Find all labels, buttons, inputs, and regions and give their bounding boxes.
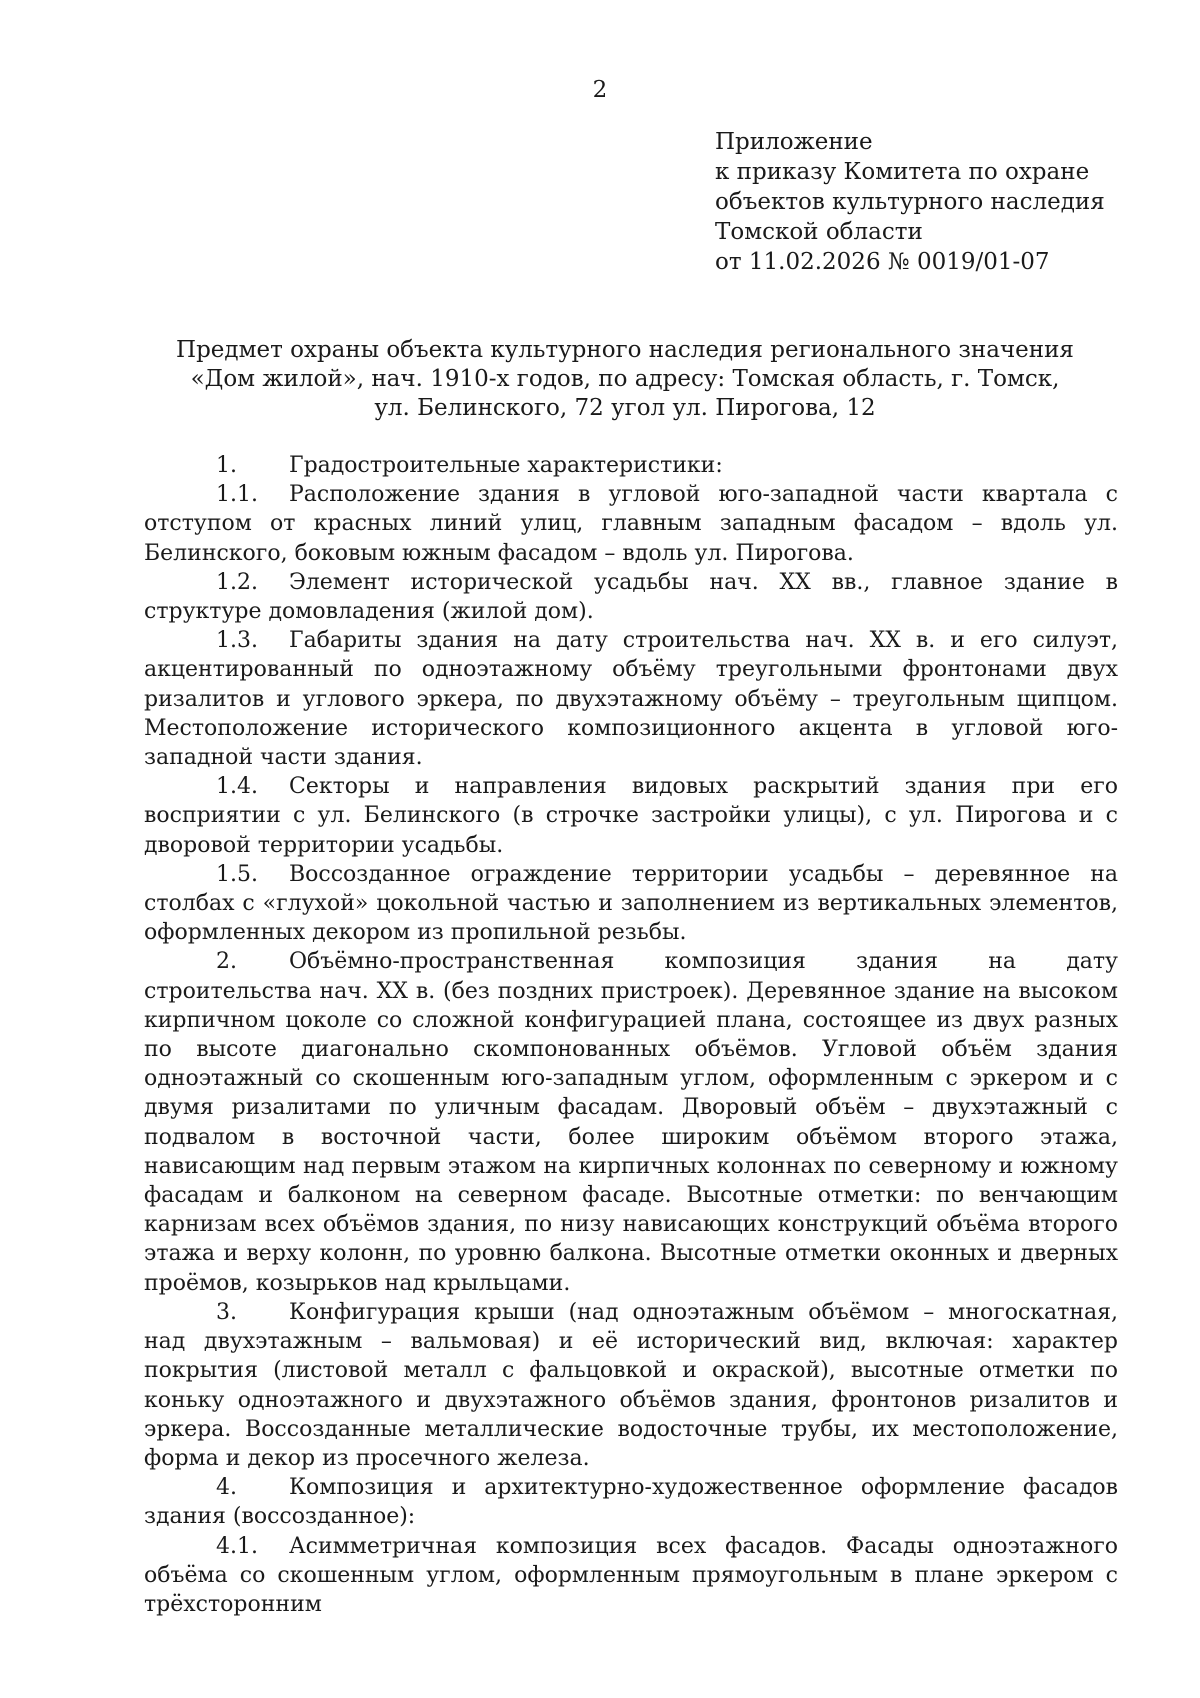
title-line: ул. Белинского, 72 угол ул. Пирогова, 12 xyxy=(374,395,876,421)
item-text: Воссозданное ограждение территории усадьбы – деревянное на столбах с «глухой» цокольной частью и заполнением из вертикальных элементов, оформленных декором из пропильной резьбы. xyxy=(144,861,1118,946)
item-text: Габариты здания на дату строительства нач. XX в. и его силуэт, акцентированный по одноэтажному объёму треугольными фронтонами двух ризалитов и углового эркера, по двухэтажному объёму – треугольным щипцом. Местоположение исторического композиционного акцента в угловой юго-западной части здания. xyxy=(144,628,1118,771)
section-item xyxy=(144,1532,1118,1620)
item-number: 1. xyxy=(216,453,237,478)
section-item xyxy=(144,480,1118,568)
section-item xyxy=(144,772,1118,860)
document-title xyxy=(150,336,1100,423)
item-text: Асимметричная композиция всех фасадов. Фасады одноэтажного объёма со скошенным углом, оформленным прямоугольным в плане эркером с трёхсторонним xyxy=(144,1533,1118,1617)
item-number: 4.1. xyxy=(216,1533,258,1559)
item-text: Объёмно-пространственная композиция здания на дату строительства нач. XX в. (без поздних пристроек). Деревянное здание на высоком кирпичном цоколе со сложной конфигурацией плана, состоящее из двух разных по высоте диагонально скомпонованных объёмов. Угловой объём здания одноэтажный со скошенным юго-западным углом, оформленным с эркером и с двумя ризалитами по уличным фасадам. Дворовый объём – двухэтажный с подвалом в восточной части, более широким объёмом второго этажа, нависающим над первым этажом на кирпичных колоннах по северному и южному фасадам и балконом на северном фасаде. Высотные отметки: по венчающим карнизам всех объёмов здания, по низу нависающих конструкций объёма второго этажа и верху колонн, по уровню балкона. Высотные отметки оконных и дверных проёмов, козырьков над крыльцами. xyxy=(144,949,1118,1296)
page-number: 2 xyxy=(592,77,608,103)
title-line: Предмет охраны объекта культурного наследия регионального значения xyxy=(176,337,1074,363)
appendix-line: Томской области xyxy=(715,219,923,245)
item-number: 2. xyxy=(216,949,237,975)
item-number: 1.3. xyxy=(216,628,258,654)
appendix-line: объектов культурного наследия xyxy=(715,189,1105,215)
section-item xyxy=(144,451,1118,480)
item-text: Расположение здания в угловой юго-западной части квартала с отступом от красных линий улиц, главным западным фасадом – вдоль ул. Белинского, боковым южным фасадом – вдоль ул. Пирогова. xyxy=(144,482,1118,566)
section-item xyxy=(144,860,1118,948)
section-item xyxy=(144,626,1118,772)
title-line: «Дом жилой», нач. 1910-х годов, по адресу: Томская область, г. Томск, xyxy=(190,366,1060,392)
appendix-line: от 11.02.2026 № 0019/01-07 xyxy=(715,249,1050,275)
item-number: 1.1. xyxy=(216,482,258,508)
document-body xyxy=(144,451,1118,1619)
item-number: 3. xyxy=(216,1299,237,1325)
item-text: Градостроительные характеристики: xyxy=(289,453,723,478)
item-text: Композиция и архитектурно-художественное оформление фасадов здания (воссозданное): xyxy=(144,1475,1118,1530)
item-number: 1.2. xyxy=(216,569,258,595)
section-item xyxy=(144,1298,1118,1473)
section-item xyxy=(144,1473,1118,1531)
item-number: 4. xyxy=(216,1475,237,1501)
item-text: Конфигурация крыши (над одноэтажным объёмом – многоскатная, над двухэтажным – вальмовая) и её исторический вид, включая: характер покрытия (листовой металл с фальцовкой и окраской), высотные отметки по коньку одноэтажного и двухэтажного объёмов здания, фронтонов ризалитов и эркера. Воссозданные металлические водосточные трубы, их местоположение, форма и декор из просечного железа. xyxy=(144,1299,1118,1471)
item-text: Секторы и направления видовых раскрытий здания при его восприятии с ул. Белинского (в строчке застройки улицы), с ул. Пирогова и с дворовой территории усадьбы. xyxy=(144,774,1118,858)
appendix-header xyxy=(715,127,1155,277)
section-item xyxy=(144,568,1118,626)
item-number: 1.4. xyxy=(216,774,258,800)
appendix-line: к приказу Комитета по охране xyxy=(715,159,1090,185)
item-text: Элемент исторической усадьбы нач. XX вв., главное здание в структуре домовладения (жилой дом). xyxy=(144,569,1118,625)
appendix-line: Приложение xyxy=(715,129,873,155)
section-item xyxy=(144,947,1118,1297)
item-number: 1.5. xyxy=(216,861,258,887)
